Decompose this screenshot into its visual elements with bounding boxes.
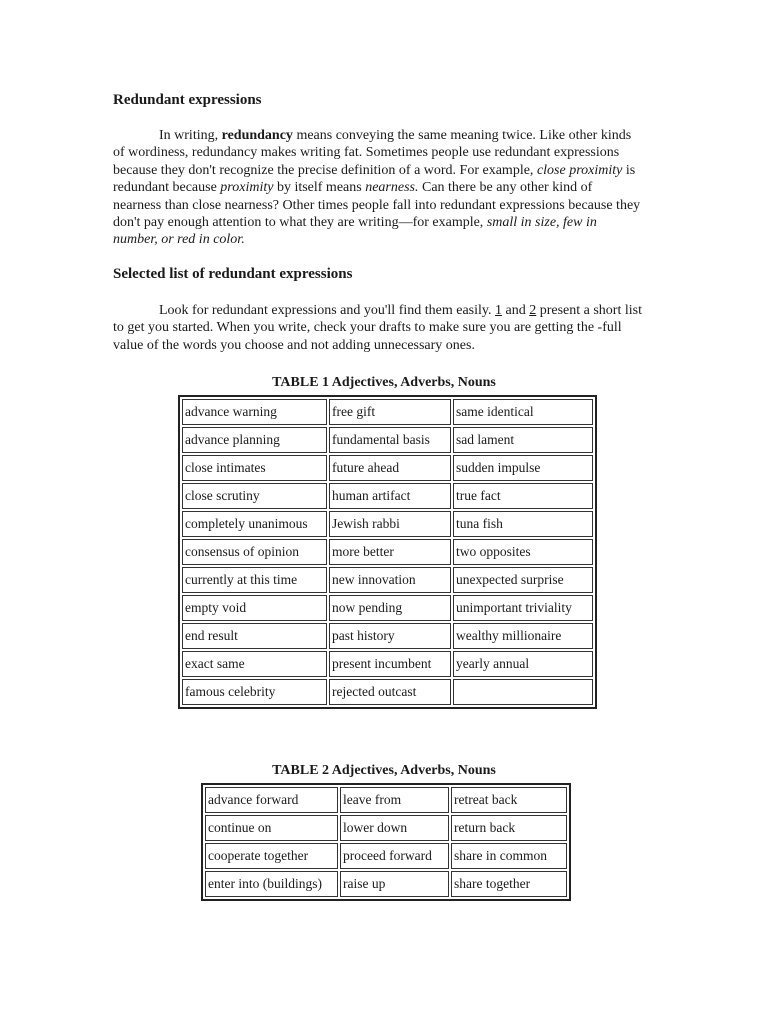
table-row xyxy=(182,595,593,621)
table-1-link[interactable]: 1 xyxy=(495,303,502,318)
italic-example: small in size, few in number, or red in color. xyxy=(113,215,597,248)
table-row xyxy=(205,843,567,869)
text-run: present a short list to get you started. When you write, check your drafts to make sure you are getting the -full value of the words you choose and not adding unnecessary ones. xyxy=(113,303,642,353)
table-row xyxy=(182,651,593,677)
table-cell: advance forward xyxy=(205,787,338,813)
table-row xyxy=(205,815,567,841)
table-cell: end result xyxy=(182,623,327,649)
table-cell: lower down xyxy=(340,815,449,841)
table-cell: new innovation xyxy=(329,567,451,593)
table-cell: continue on xyxy=(205,815,338,841)
table-cell: unexpected surprise xyxy=(453,567,593,593)
table-cell: currently at this time xyxy=(182,567,327,593)
table-cell: proceed forward xyxy=(340,843,449,869)
table-2-link[interactable]: 2 xyxy=(529,303,537,318)
text-run: In writing, xyxy=(159,128,222,143)
table-cell: advance planning xyxy=(182,427,327,453)
table-cell: Jewish rabbi xyxy=(329,511,451,537)
table-row xyxy=(205,787,567,813)
italic-example: proximity xyxy=(220,180,274,196)
table-2 xyxy=(201,783,571,901)
intro-paragraph xyxy=(113,127,643,249)
table-cell: unimportant triviality xyxy=(453,595,593,621)
italic-example: close proximity xyxy=(536,162,623,178)
table-2-caption: TABLE 2 Adjectives, Adverbs, Nouns xyxy=(272,763,496,778)
table-cell: human artifact xyxy=(329,483,451,509)
table-cell: yearly annual xyxy=(453,651,593,677)
table-cell: close scrutiny xyxy=(182,483,327,509)
table-cell: advance warning xyxy=(182,399,327,425)
text-run: Can there be any other kind of nearness than close nearness? Other times people fall into redundant expressions because they don't pay enough attention to what they are writing—for example, xyxy=(113,180,641,231)
list-intro-paragraph xyxy=(113,302,643,354)
table-cell: now pending xyxy=(329,595,451,621)
table-cell: free gift xyxy=(329,399,451,425)
table-cell: future ahead xyxy=(329,455,451,481)
table-cell: true fact xyxy=(453,483,593,509)
table-row xyxy=(182,539,593,565)
text-run: and xyxy=(502,303,530,318)
table-cell: enter into (buildings) xyxy=(205,871,338,897)
table-cell: present incumbent xyxy=(329,651,451,677)
heading-redundant-expressions: Redundant expressions xyxy=(113,92,262,108)
table-row xyxy=(182,483,593,509)
table-cell: two opposites xyxy=(453,539,593,565)
table-cell xyxy=(453,679,593,705)
table-1 xyxy=(178,395,597,709)
table-cell: more better xyxy=(329,539,451,565)
table-cell: share in common xyxy=(451,843,567,869)
table-row xyxy=(182,427,593,453)
table-cell: leave from xyxy=(340,787,449,813)
table-cell: completely unanimous xyxy=(182,511,327,537)
table-cell: past history xyxy=(329,623,451,649)
table-cell: same identical xyxy=(453,399,593,425)
table-cell: sad lament xyxy=(453,427,593,453)
table-row xyxy=(182,623,593,649)
bold-term: redundancy xyxy=(221,128,293,143)
table-cell: rejected outcast xyxy=(329,679,451,705)
text-run: by itself means xyxy=(273,180,366,196)
table-cell: famous celebrity xyxy=(182,679,327,705)
table-cell: sudden impulse xyxy=(453,455,593,481)
text-run: Look for redundant expressions and you'll find them easily. xyxy=(159,303,495,318)
table-cell: wealthy millionaire xyxy=(453,623,593,649)
text-run: means conveying the same meaning twice. Like other kinds of wordiness, redundancy makes writing fat. Sometimes people use redundant expressions because they don't recognize the precise definition of a word. For example, xyxy=(113,128,632,178)
table-row xyxy=(182,455,593,481)
table-row xyxy=(182,567,593,593)
italic-example: nearness. xyxy=(365,180,419,196)
table-cell: consensus of opinion xyxy=(182,539,327,565)
table-1-caption: TABLE 1 Adjectives, Adverbs, Nouns xyxy=(272,375,496,390)
table-cell: return back xyxy=(451,815,567,841)
table-cell: empty void xyxy=(182,595,327,621)
table-cell: share together xyxy=(451,871,567,897)
table-cell: close intimates xyxy=(182,455,327,481)
table-cell: tuna fish xyxy=(453,511,593,537)
table-row xyxy=(205,871,567,897)
table-cell: cooperate together xyxy=(205,843,338,869)
text-run: is redundant because xyxy=(113,162,636,196)
table-cell: exact same xyxy=(182,651,327,677)
table-row xyxy=(182,399,593,425)
heading-selected-list: Selected list of redundant expressions xyxy=(113,266,353,282)
table-cell: retreat back xyxy=(451,787,567,813)
table-cell: fundamental basis xyxy=(329,427,451,453)
table-cell: raise up xyxy=(340,871,449,897)
table-row xyxy=(182,679,593,705)
table-row xyxy=(182,511,593,537)
